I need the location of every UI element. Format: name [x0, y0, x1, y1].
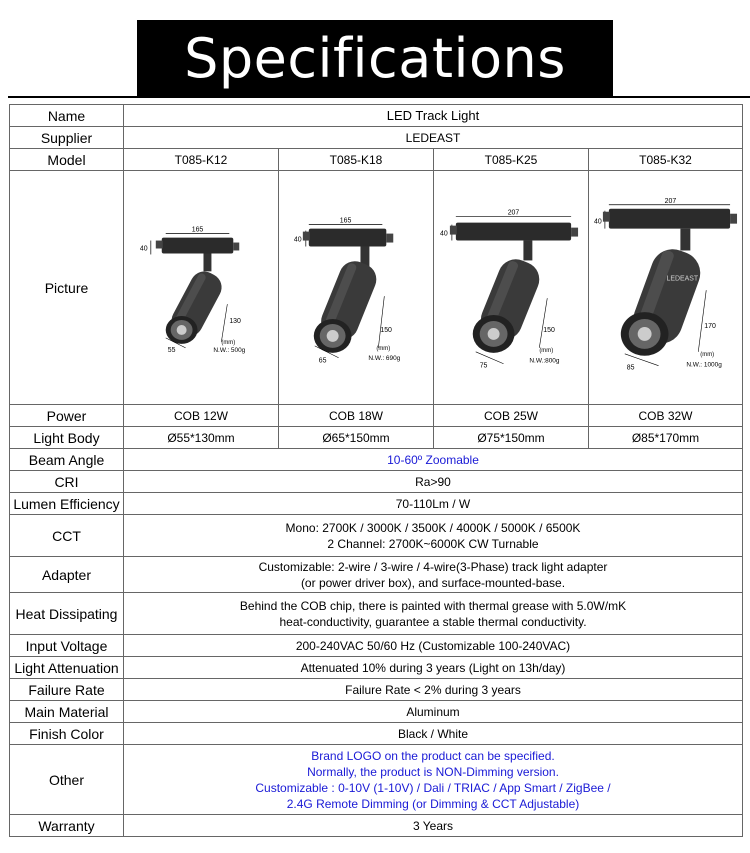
- power-cell: COB 32W: [589, 405, 743, 427]
- label-cct: CCT: [10, 515, 124, 557]
- track-light-image: [434, 171, 588, 403]
- light-body-cell: Ø55*130mm: [124, 427, 279, 449]
- value-name: LED Track Light: [124, 105, 743, 127]
- row-power: [10, 405, 743, 427]
- dim-diameter-label: 85: [626, 364, 635, 372]
- value-beam-angle: 10-60º Zoomable: [124, 449, 743, 471]
- power-cell: COB 18W: [279, 405, 434, 427]
- heat-line: Behind the COB chip, there is painted with thermal grease with 5.0W/mK: [239, 598, 627, 613]
- row-name: [10, 105, 743, 127]
- row-light-body: [10, 427, 743, 449]
- unit-label: (mm): [539, 348, 554, 355]
- page-title: Specifications: [184, 26, 566, 90]
- row-beam-angle: [10, 449, 743, 471]
- value-other: [124, 745, 743, 815]
- label-model: Model: [10, 149, 124, 171]
- title-banner: [137, 20, 613, 96]
- dim-height-label: 40: [439, 230, 448, 238]
- picture-cell: [124, 171, 279, 405]
- adapter-line: (or power driver box), and surface-mounted-base.: [300, 575, 566, 590]
- header-divider: [8, 96, 750, 98]
- light-body-cell: Ø65*150mm: [279, 427, 434, 449]
- value-warranty: 3 Years: [124, 815, 743, 837]
- model-cell: T085-K32: [589, 149, 743, 171]
- label-light-body: Light Body: [10, 427, 124, 449]
- dim-diameter-label: 55: [167, 347, 176, 355]
- label-failure-rate: Failure Rate: [10, 679, 124, 701]
- dim-height-label: 40: [593, 218, 602, 226]
- row-lumen-efficiency: [10, 493, 743, 515]
- light-body-cell: Ø75*150mm: [434, 427, 589, 449]
- dim-length-label: 150: [380, 327, 392, 335]
- track-light-image: [279, 171, 433, 403]
- label-cri: CRI: [10, 471, 124, 493]
- label-other: Other: [10, 745, 124, 815]
- picture-cell: [434, 171, 589, 405]
- value-failure-rate: Failure Rate < 2% during 3 years: [124, 679, 743, 701]
- label-power: Power: [10, 405, 124, 427]
- label-finish-color: Finish Color: [10, 723, 124, 745]
- brand-logo: LEDEAST: [666, 275, 699, 283]
- model-cell: T085-K25: [434, 149, 589, 171]
- weight-label: N.W.: 690g: [368, 355, 401, 363]
- row-cct: [10, 515, 743, 557]
- row-supplier: [10, 127, 743, 149]
- label-picture: Picture: [10, 171, 124, 405]
- value-light-attenuation: Attenuated 10% during 3 years (Light on 13h/day): [124, 657, 743, 679]
- unit-label: (mm): [700, 352, 715, 359]
- value-input-voltage: 200-240VAC 50/60 Hz (Customizable 100-240VAC): [124, 635, 743, 657]
- cct-line: 2 Channel: 2700K~6000K CW Turnable: [327, 536, 539, 551]
- dim-length-label: 130: [229, 318, 241, 326]
- row-other: [10, 745, 743, 815]
- row-input-voltage: [10, 635, 743, 657]
- spec-table: [9, 104, 743, 837]
- other-line: 2.4G Remote Dimming (or Dimming & CCT Adjustable): [286, 796, 580, 811]
- row-adapter: [10, 557, 743, 593]
- dim-length-label: 150: [543, 327, 555, 335]
- label-heat-dissipating: Heat Dissipating: [10, 593, 124, 635]
- dim-diameter-label: 75: [479, 362, 488, 370]
- label-warranty: Warranty: [10, 815, 124, 837]
- label-adapter: Adapter: [10, 557, 124, 593]
- dim-height-label: 40: [139, 245, 148, 253]
- value-main-material: Aluminum: [124, 701, 743, 723]
- label-name: Name: [10, 105, 124, 127]
- other-line: Brand LOGO on the product can be specified.: [311, 748, 555, 763]
- label-supplier: Supplier: [10, 127, 124, 149]
- other-line: Customizable : 0-10V (1-10V) / Dali / TRIAC / App Smart / ZigBee /: [255, 780, 611, 795]
- label-light-attenuation: Light Attenuation: [10, 657, 124, 679]
- row-heat-dissipating: [10, 593, 743, 635]
- row-main-material: [10, 701, 743, 723]
- weight-label: N.W.: 500g: [213, 347, 246, 355]
- row-failure-rate: [10, 679, 743, 701]
- value-lumen-efficiency: 70-110Lm / W: [124, 493, 743, 515]
- track-light-image: [589, 171, 742, 403]
- weight-label: N.W.: 1000g: [686, 361, 722, 369]
- row-warranty: [10, 815, 743, 837]
- label-lumen-efficiency: Lumen Efficiency: [10, 493, 124, 515]
- model-cell: T085-K18: [279, 149, 434, 171]
- dim-height-label: 40: [293, 236, 302, 244]
- other-line: Normally, the product is NON-Dimming version.: [307, 764, 559, 779]
- light-body-cell: Ø85*170mm: [589, 427, 743, 449]
- row-model: [10, 149, 743, 171]
- dim-width-label: 207: [507, 209, 520, 217]
- unit-label: (mm): [221, 340, 236, 347]
- weight-label: N.W.:800g: [529, 357, 560, 365]
- dim-length-label: 170: [704, 323, 716, 331]
- label-input-voltage: Input Voltage: [10, 635, 124, 657]
- value-supplier: LEDEAST: [124, 127, 743, 149]
- adapter-line: Customizable: 2-wire / 3-wire / 4-wire(3-Phase) track light adapter: [258, 559, 608, 574]
- value-finish-color: Black / White: [124, 723, 743, 745]
- label-main-material: Main Material: [10, 701, 124, 723]
- row-finish-color: [10, 723, 743, 745]
- power-cell: COB 12W: [124, 405, 279, 427]
- value-cct: [124, 515, 743, 557]
- track-light-image: [124, 171, 278, 403]
- value-adapter: [124, 557, 743, 593]
- row-picture: [10, 171, 743, 405]
- dim-width-label: 165: [191, 226, 204, 234]
- unit-label: (mm): [376, 346, 391, 353]
- label-beam-angle: Beam Angle: [10, 449, 124, 471]
- dim-width-label: 207: [664, 198, 677, 206]
- dim-width-label: 165: [339, 217, 352, 225]
- power-cell: COB 25W: [434, 405, 589, 427]
- cct-line: Mono: 2700K / 3000K / 3500K / 4000K / 5000K / 6500K: [285, 520, 581, 535]
- row-light-attenuation: [10, 657, 743, 679]
- row-cri: [10, 471, 743, 493]
- value-heat-dissipating: [124, 593, 743, 635]
- dim-diameter-label: 65: [318, 357, 327, 365]
- value-cri: Ra>90: [124, 471, 743, 493]
- model-cell: T085-K12: [124, 149, 279, 171]
- picture-cell: [279, 171, 434, 405]
- picture-cell: [589, 171, 743, 405]
- heat-line: heat-conductivity, guarantee a stable thermal conductivity.: [279, 614, 587, 629]
